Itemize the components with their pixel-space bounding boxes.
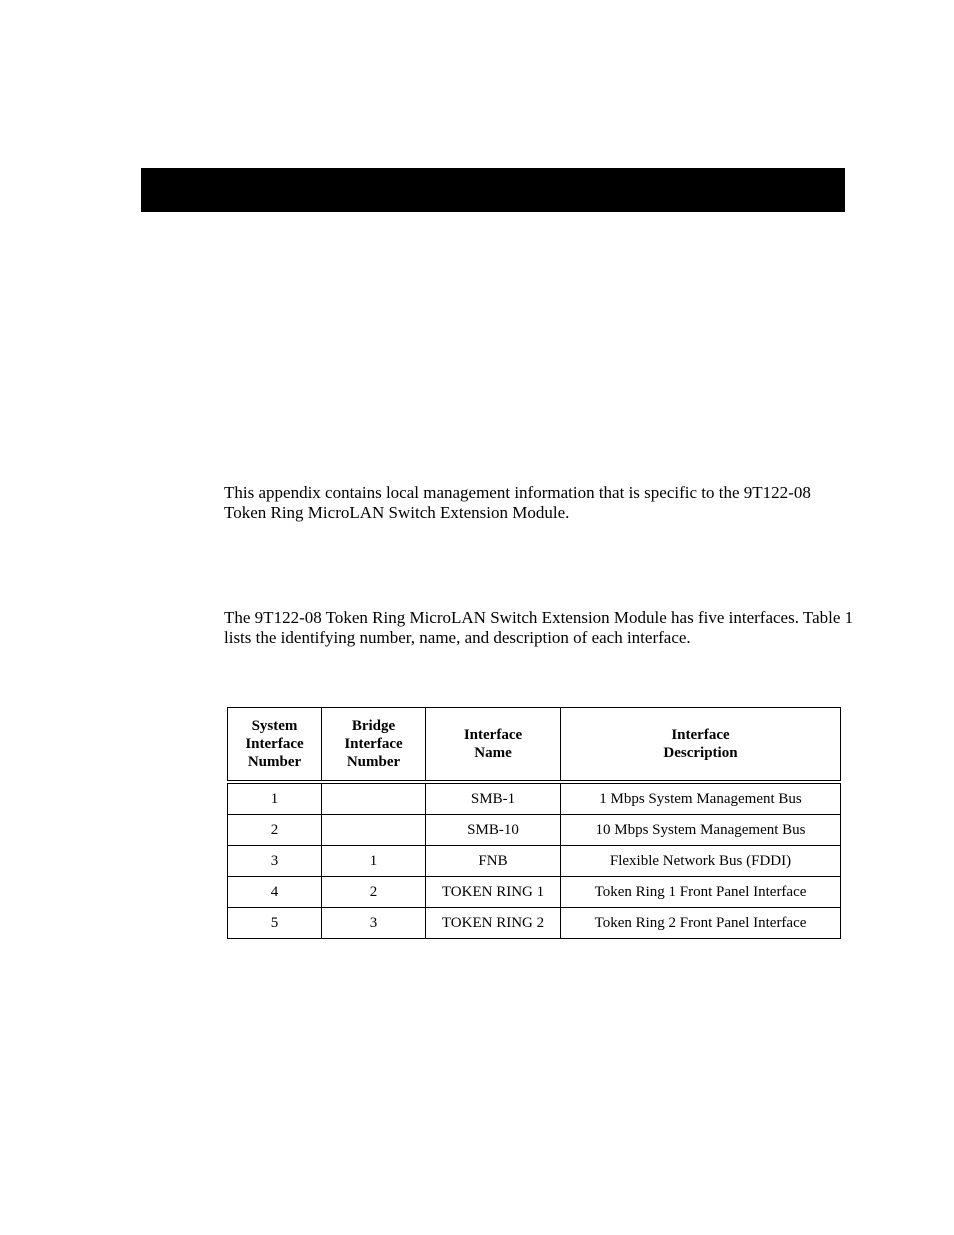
interfaces-paragraph: The 9T122-08 Token Ring MicroLAN Switch Extension Module has five interfaces. Table 1 lists the identifying number, name, and description of each interface. bbox=[224, 608, 854, 647]
interface-description-cell: Token Ring 1 Front Panel Interface bbox=[561, 877, 841, 908]
interface-description-cell: Flexible Network Bus (FDDI) bbox=[561, 846, 841, 877]
header-text: Interface bbox=[463, 727, 523, 743]
header-system-interface-number bbox=[228, 708, 322, 783]
table-row bbox=[228, 815, 841, 846]
header-text: Number bbox=[346, 754, 401, 770]
bridge-interface-number-cell: 3 bbox=[322, 908, 426, 939]
header-text: Name bbox=[474, 745, 512, 761]
system-interface-number-cell: 5 bbox=[228, 908, 322, 939]
system-interface-number-cell: 4 bbox=[228, 877, 322, 908]
table-row bbox=[228, 908, 841, 939]
bridge-interface-number-cell: 1 bbox=[322, 846, 426, 877]
table-row bbox=[228, 782, 841, 815]
header-text: Bridge bbox=[351, 718, 396, 734]
interface-name-cell: TOKEN RING 2 bbox=[426, 908, 561, 939]
header-interface-name bbox=[426, 708, 561, 783]
header-text: Interface bbox=[344, 736, 403, 752]
interface-name-cell: FNB bbox=[426, 846, 561, 877]
system-interface-number-cell: 3 bbox=[228, 846, 322, 877]
interface-description-cell: 10 Mbps System Management Bus bbox=[561, 815, 841, 846]
bridge-interface-number-cell bbox=[322, 782, 426, 815]
table-header-row bbox=[228, 708, 841, 783]
table-row bbox=[228, 846, 841, 877]
interface-description-cell: 1 Mbps System Management Bus bbox=[561, 782, 841, 815]
interface-description-cell: Token Ring 2 Front Panel Interface bbox=[561, 908, 841, 939]
chapter-header-bar bbox=[141, 168, 845, 212]
interface-name-cell: SMB-10 bbox=[426, 815, 561, 846]
bridge-interface-number-cell: 2 bbox=[322, 877, 426, 908]
bridge-interface-number-cell bbox=[322, 815, 426, 846]
interface-name-cell: TOKEN RING 1 bbox=[426, 877, 561, 908]
intro-paragraph: This appendix contains local management information that is specific to the 9T122-08 Token Ring MicroLAN Switch Extension Module. bbox=[224, 483, 811, 522]
header-text: Interface bbox=[671, 727, 730, 743]
interface-table bbox=[227, 707, 841, 939]
header-interface-description bbox=[561, 708, 841, 783]
system-interface-number-cell: 2 bbox=[228, 815, 322, 846]
header-text: Interface bbox=[245, 736, 304, 752]
table-row bbox=[228, 877, 841, 908]
header-text: System bbox=[251, 718, 298, 734]
system-interface-number-cell: 1 bbox=[228, 782, 322, 815]
header-text: Description bbox=[663, 745, 738, 761]
header-text: Number bbox=[247, 754, 302, 770]
header-bridge-interface-number bbox=[322, 708, 426, 783]
interface-name-cell: SMB-1 bbox=[426, 782, 561, 815]
